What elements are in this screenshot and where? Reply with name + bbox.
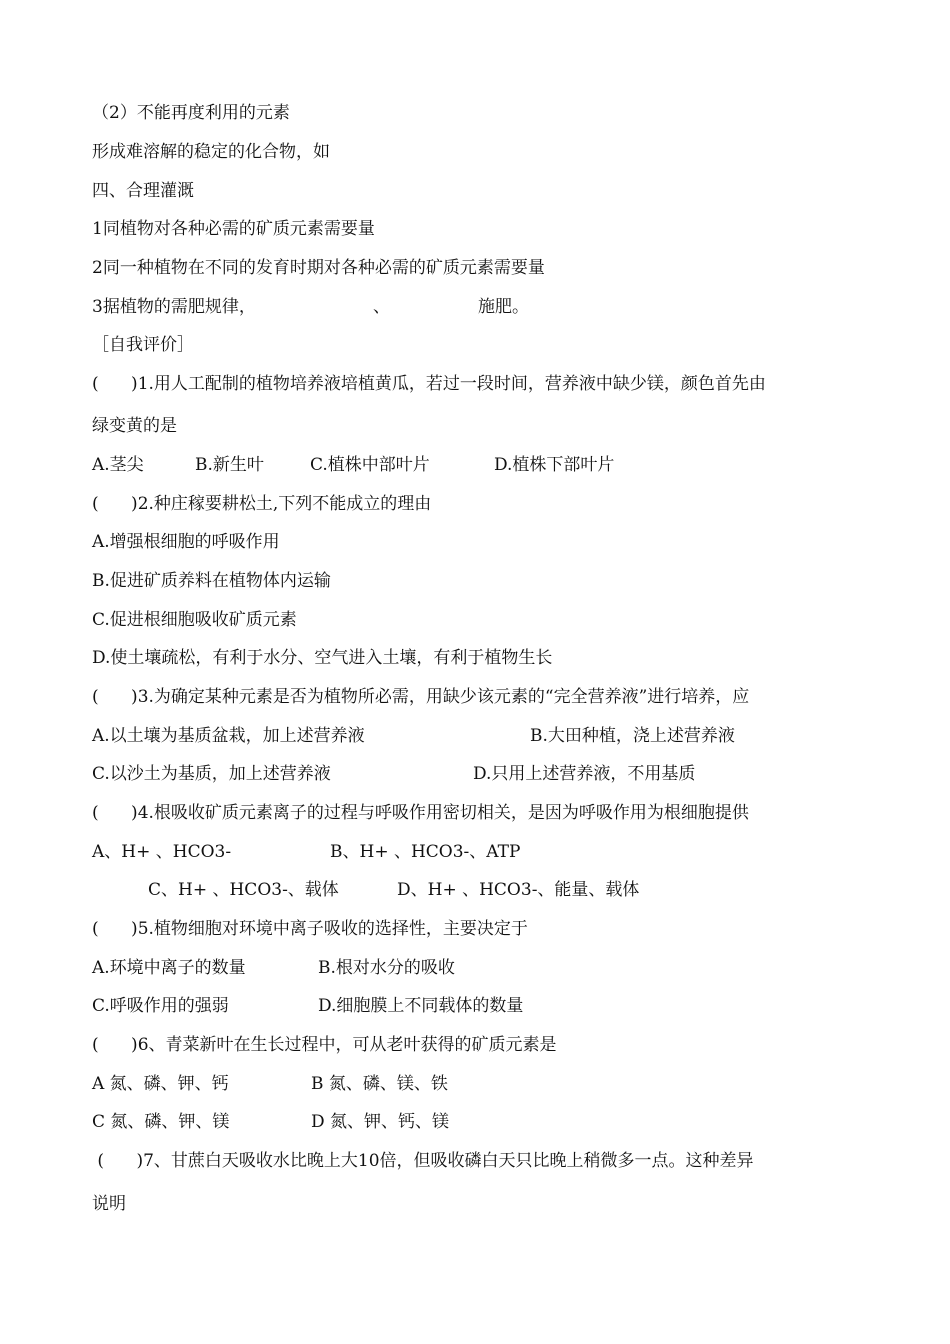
section-heading: ［自我评价］ (92, 335, 194, 355)
text-line: 绿变黄的是 (92, 416, 177, 436)
text-line: 施肥。 (478, 297, 529, 317)
text-line: 形成难溶解的稳定的化合物，如 (92, 142, 330, 162)
question-6: ( )6、青菜新叶在生长过程中，可从老叶获得的矿质元素是 (92, 1035, 557, 1055)
option-a: A.环境中离子的数量 (92, 958, 246, 978)
option-b: B.促进矿质养料在植物体内运输 (92, 571, 331, 591)
option-b: B.根对水分的吸收 (318, 958, 455, 978)
option-c: C.促进根细胞吸收矿质元素 (92, 610, 297, 630)
option-d: D、H+ 、HCO3-、能量、载体 (397, 880, 640, 900)
option-a: A.茎尖 (92, 455, 144, 475)
option-b: B、H+ 、HCO3-、ATP (330, 842, 521, 862)
option-a: A.以土壤为基质盆栽，加上述营养液 (92, 726, 365, 746)
option-a: A 氮、磷、钾、钙 (92, 1074, 229, 1094)
option-c: C.呼吸作用的强弱 (92, 996, 229, 1016)
text-line: 说明 (92, 1194, 126, 1214)
text-line: （2）不能再度利用的元素 (92, 103, 290, 123)
text-line: 1同植物对各种必需的矿质元素需要量 (92, 219, 375, 239)
question-7: ( )7、甘蔗白天吸收水比晚上大10倍，但吸收磷白天只比晚上稍微多一点。这种差异 (92, 1151, 754, 1171)
option-d: D.使土壤疏松，有利于水分、空气进入土壤，有利于植物生长 (92, 648, 553, 668)
section-heading: 四、合理灌溉 (92, 181, 194, 201)
option-c: C 氮、磷、钾、镁 (92, 1112, 230, 1132)
option-d: D.细胞膜上不同载体的数量 (318, 996, 524, 1016)
option-b: B.新生叶 (195, 455, 264, 475)
option-d: D.植株下部叶片 (494, 455, 615, 475)
option-c: C、H+ 、HCO3-、载体 (148, 880, 339, 900)
option-b: B 氮、磷、镁、铁 (311, 1074, 448, 1094)
question-2: ( )2.种庄稼要耕松土,下列不能成立的理由 (92, 494, 432, 514)
option-a: A.增强根细胞的呼吸作用 (92, 532, 280, 552)
option-d: D.只用上述营养液，不用基质 (473, 764, 696, 784)
option-c: C.以沙土为基质，加上述营养液 (92, 764, 331, 784)
question-3: ( )3.为确定某种元素是否为植物所必需，用缺少该元素的“完全营养液”进行培养，应 (92, 687, 750, 707)
option-b: B.大田种植，浇上述营养液 (530, 726, 735, 746)
option-c: C.植株中部叶片 (310, 455, 430, 475)
option-d: D 氮、钾、钙、镁 (311, 1112, 450, 1132)
text-line: 3据植物的需肥规律， (92, 297, 256, 317)
text-line: 、 (373, 297, 390, 317)
question-5: ( )5.植物细胞对环境中离子吸收的选择性，主要决定于 (92, 919, 528, 939)
question-1: ( )1.用人工配制的植物培养液培植黄瓜，若过一段时间，营养液中缺少镁，颜色首先由 (92, 374, 766, 394)
text-line: 2同一种植物在不同的发育时期对各种必需的矿质元素需要量 (92, 258, 545, 278)
option-a: A、H+ 、HCO3- (92, 842, 232, 862)
question-4: ( )4.根吸收矿质元素离子的过程与呼吸作用密切相关，是因为呼吸作用为根细胞提供 (92, 803, 749, 823)
